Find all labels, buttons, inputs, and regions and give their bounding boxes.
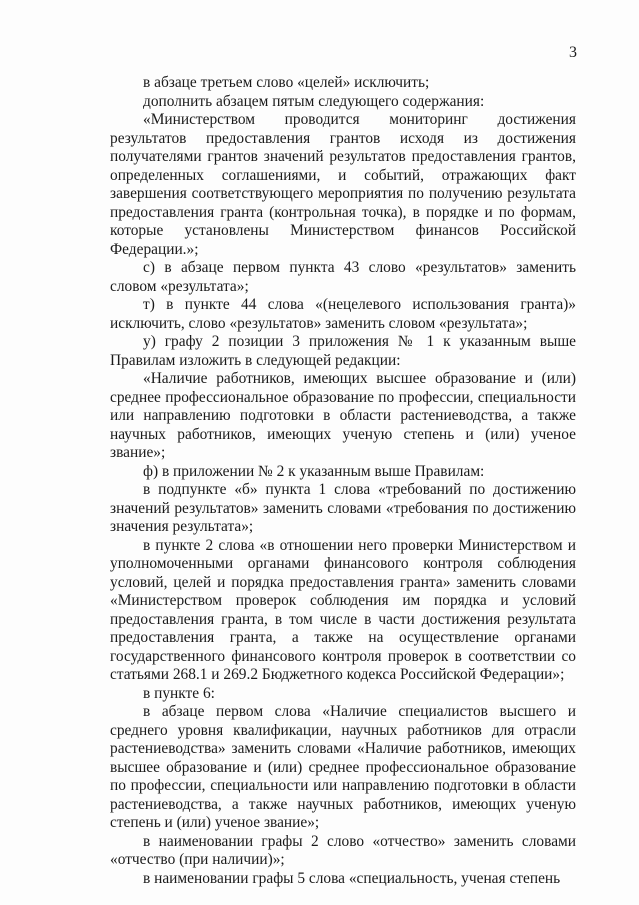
paragraph: «Министерством проводится мониторинг достижения результатов предоставления грантов исходя из достижения получателями грантов значений результатов предоставления грантов, определенных соглашениями, и событий, отражающих факт завершения соответствующего мероприятия по получению результата предоставления гранта (контрольная точка), в порядке и по формам, которые установлены Министерством финансов Российской Федерации.»; — [110, 111, 576, 258]
paragraph: в пункте 2 слова «в отношении него проверки Министерством и уполномоченными органами финансового контроля соблюдения условий, целей и порядка предоставления гранта» заменить словами «Министерством проверок соблюдения им порядка и условий предоставления гранта, в том числе в части достижения результата предоставления гранта, а также на осуществление органами государственного финансового контроля проверок в соответствии со статьями 268.1 и 269.2 Бюджетного кодекса Российской Федерации»; — [110, 536, 576, 683]
paragraph: у) графу 2 позиции 3 приложения № 1 к указанным выше Правилам изложить в следующей редакции: — [110, 333, 576, 369]
paragraph: в пункте 6: — [143, 684, 215, 702]
paragraph: в подпункте «б» пункта 1 слова «требований по достижению значений результатов» заменить словами «требования по достижению значения результата»; — [110, 481, 576, 535]
paragraph: с) в абзаце первом пункта 43 слово «результатов» заменить словом «результата»; — [110, 259, 576, 295]
paragraph: в наименовании графы 5 слова «специальность, ученая степень — [143, 869, 561, 887]
document-body — [110, 74, 576, 888]
paragraph: «Наличие работников, имеющих высшее образование и (или) среднее профессиональное образование по профессии, специальности или направлению подготовки в области растениеводства, а также научных работников, имеющих ученую степень и (или) ученое звание»; — [110, 370, 576, 461]
page-number: 3 — [569, 44, 577, 61]
paragraph: в абзаце первом слова «Наличие специалистов высшего и среднего уровня квалификации, научных работников для отрасли растениеводства» заменить словами «Наличие работников, имеющих высшее образование и (или) среднее профессиональное образование по профессии, специальности или направлению подготовки в области растениеводства, а также научных работников, имеющих ученую степень и (или) ученое звание»; — [110, 703, 576, 831]
paragraph: дополнить абзацем пятым следующего содержания: — [143, 92, 485, 110]
paragraph: ф) в приложении № 2 к указанным выше Правилам: — [143, 462, 485, 480]
paragraph: в абзаце третьем слово «целей» исключить; — [143, 74, 430, 91]
paragraph: в наименовании графы 2 слово «отчество» заменить словами «отчество (при наличии)»; — [110, 832, 576, 868]
paragraph: т) в пункте 44 слова «(нецелевого использования гранта)» исключить, слово «результатов» заменить словом «результата»; — [110, 296, 576, 332]
